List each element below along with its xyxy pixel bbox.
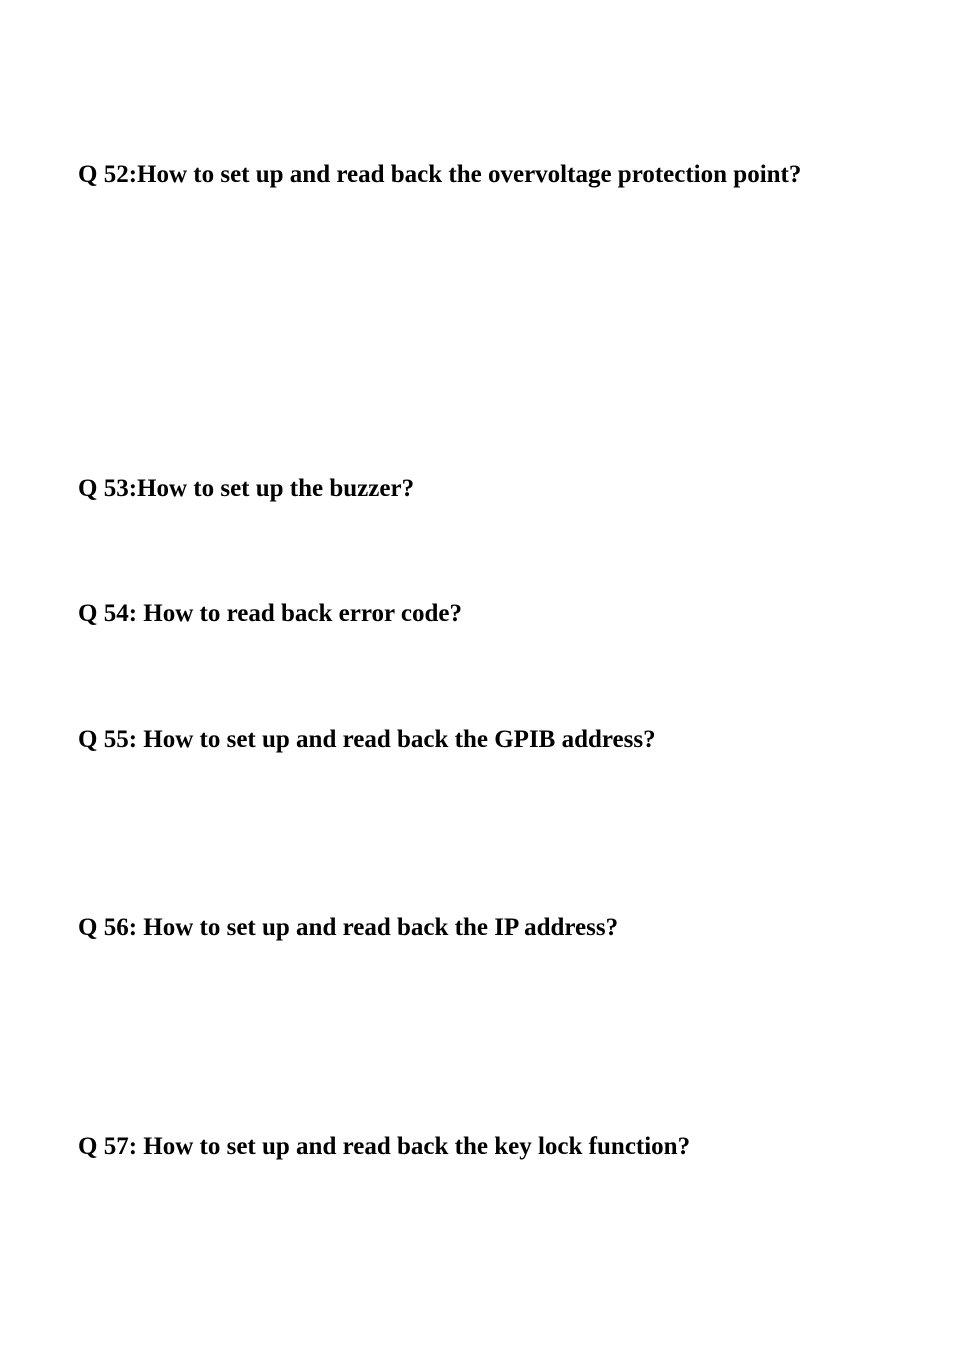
question-heading-53: Q 53:How to set up the buzzer? <box>78 475 415 502</box>
question-heading-54: Q 54: How to read back error code? <box>78 600 462 627</box>
question-heading-55: Q 55: How to set up and read back the GPIB address? <box>78 726 656 753</box>
question-heading-56: Q 56: How to set up and read back the IP address? <box>78 914 619 941</box>
question-heading-57: Q 57: How to set up and read back the key lock function? <box>78 1133 691 1160</box>
question-heading-52: Q 52:How to set up and read back the overvoltage protection point? <box>78 161 802 188</box>
